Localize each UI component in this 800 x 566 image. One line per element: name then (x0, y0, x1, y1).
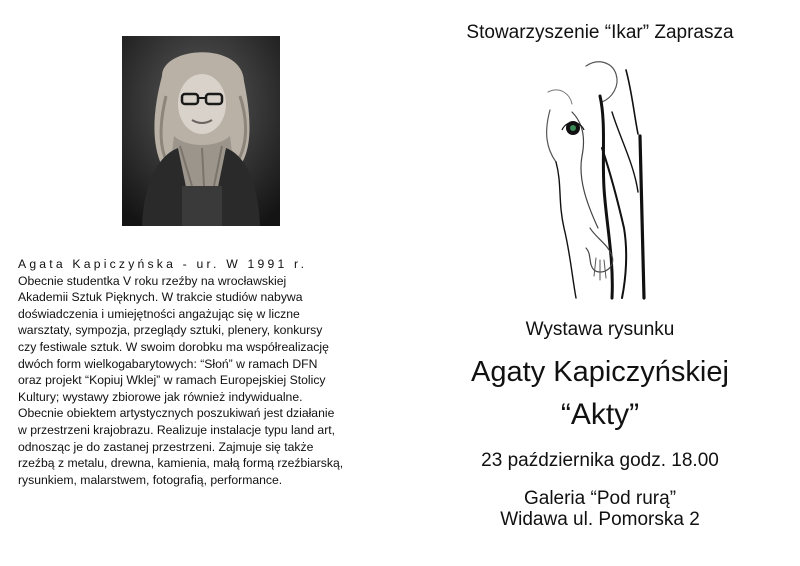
artist-name-heading: Agaty Kapiczyńskiej (471, 356, 729, 388)
exhibition-type: Wystawa rysunku (525, 319, 675, 340)
bio-line: dwóch form wielkogabarytowych: “Słoń” w ramach DFN (18, 356, 318, 371)
bio-line: Akademii Sztuk Pięknych. W trakcie studiów nabywa (18, 290, 303, 305)
bio-line: Agata Kapiczyńska - ur. W 1991 r. (18, 257, 308, 271)
event-date: 23 października godz. 18.00 (481, 450, 719, 471)
bio-line: w przestrzeni krajobrazu. Realizuje instalacje typu land art, (18, 422, 336, 437)
bio-line: Obecnie studentka V roku rzeźby na wrocławskiej (18, 273, 287, 288)
exhibition-title: “Akty” (560, 398, 640, 431)
artist-biography (18, 256, 384, 488)
bio-line: rysunkiem, malarstwem, fotografią, performance. (18, 472, 283, 487)
bio-line: Obecnie obiektem artystycznych poszukiwań jest działanie (18, 406, 335, 421)
bio-line: rzeźbą z metalu, drewna, kamienia, małą formą rzeźbiarską, (18, 456, 344, 471)
venue-name: Galeria “Pod rurą” (523, 488, 677, 509)
venue-address: Widawa ul. Pomorska 2 (500, 509, 700, 530)
bio-line: czy festiwale sztuk. W swoim dorobku ma współrealizację (18, 339, 329, 354)
figure-sketch-drawing (542, 52, 654, 304)
artist-portrait-photo (122, 36, 280, 226)
bio-line: oraz projekt “Kopiuj Wklej” w ramach Europejskiej Stolicy (18, 373, 326, 388)
venue-info (440, 488, 760, 530)
inviter-heading: Stowarzyszenie “Ikar” Zaprasza (466, 22, 734, 43)
bio-line: doświadczenia i umiejętności angażując się w liczne (18, 306, 300, 321)
bio-line: Kultury; wystawy zbiorowe jak również indywidualne. (18, 389, 303, 404)
bio-line: warsztaty, sympozja, przeglądy sztuki, plenery, konkursy (18, 323, 323, 338)
bio-line: odnosząc je do zastanej przestrzeni. Zajmuje się także (18, 439, 314, 454)
